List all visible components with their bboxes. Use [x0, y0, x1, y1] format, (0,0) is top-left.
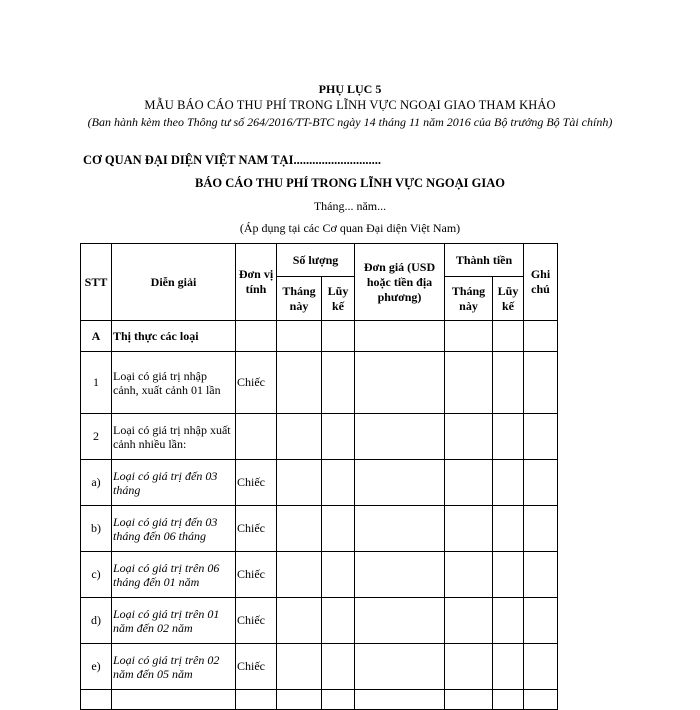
cell-quantity-cumulative	[322, 552, 355, 598]
cell-quantity-month	[277, 506, 322, 552]
cell-note	[524, 506, 558, 552]
appendix-title: PHỤ LỤC 5	[318, 82, 382, 96]
table-row	[81, 352, 558, 414]
header-description: Diễn giải	[112, 244, 236, 321]
agency-line: CƠ QUAN ĐẠI DIỆN VIỆT NAM TẠI............................	[83, 153, 381, 167]
header-amount: Thành tiền	[445, 244, 524, 277]
cell-amount-cumulative	[493, 321, 524, 352]
cell-unit: Chiếc	[236, 598, 277, 644]
cell-description: Loại có giá trị nhập xuất cảnh nhiều lần:	[112, 414, 236, 460]
cell-stt: c)	[81, 552, 112, 598]
cell-amount-month	[445, 352, 493, 414]
cell-quantity-cumulative	[322, 321, 355, 352]
table-row	[81, 598, 558, 644]
fee-report-table	[80, 243, 558, 710]
cell-unit-price	[355, 414, 445, 460]
cell-amount-month	[445, 598, 493, 644]
cell-amount-month	[445, 552, 493, 598]
cell-amount-cumulative	[493, 352, 524, 414]
cell-quantity-month	[277, 552, 322, 598]
header-amount-cumulative: Lũy kế	[493, 277, 524, 321]
table-row	[81, 414, 558, 460]
cell-quantity-month	[277, 644, 322, 690]
header-quantity-month: Tháng này	[277, 277, 322, 321]
header-amount-month: Tháng này	[445, 277, 493, 321]
header-note: Ghi chú	[524, 244, 558, 321]
report-period: Tháng... năm...	[313, 199, 387, 213]
cell-unit	[236, 321, 277, 352]
table-row	[81, 506, 558, 552]
cell-description: Loại có giá trị đến 03 tháng	[112, 460, 236, 506]
cell-description: Thị thực các loại	[112, 321, 236, 352]
cell-description: Loại có giá trị trên 01 năm đến 02 năm	[112, 598, 236, 644]
cell-unit: Chiếc	[236, 352, 277, 414]
header-quantity: Số lượng	[277, 244, 355, 277]
table-body	[81, 321, 558, 710]
cell-amount-month	[445, 644, 493, 690]
cell-description: Loại có giá trị nhập cảnh, xuất cảnh 01 lần	[112, 352, 236, 414]
cell-unit-price	[355, 352, 445, 414]
cell-quantity-cumulative	[322, 460, 355, 506]
cell-quantity-month	[277, 352, 322, 414]
cell-unit	[236, 414, 277, 460]
cell-amount-cumulative	[493, 644, 524, 690]
cell-note	[524, 644, 558, 690]
cell-description: Loại có giá trị trên 02 năm đến 05 năm	[112, 644, 236, 690]
table-row	[81, 321, 558, 352]
cell-unit: Chiếc	[236, 460, 277, 506]
header-unit-price: Đơn giá (USD hoặc tiền địa phương)	[355, 244, 445, 321]
cell-note	[524, 598, 558, 644]
report-title: BÁO CÁO THU PHÍ TRONG LĨNH VỰC NGOẠI GIAO	[195, 176, 505, 190]
cell-quantity-cumulative	[322, 598, 355, 644]
cell-quantity-cumulative	[322, 506, 355, 552]
cell-amount-cumulative	[493, 552, 524, 598]
cell-unit-price	[355, 506, 445, 552]
cell-quantity-cumulative	[322, 414, 355, 460]
cell-amount-month	[445, 414, 493, 460]
cell-unit-price	[355, 321, 445, 352]
cell-stt: b)	[81, 506, 112, 552]
cell-unit-price	[355, 598, 445, 644]
cell-quantity-month	[277, 598, 322, 644]
cell-note	[524, 460, 558, 506]
cell-amount-cumulative	[493, 460, 524, 506]
cell-stt: a)	[81, 460, 112, 506]
cell-unit: Chiếc	[236, 644, 277, 690]
cell-quantity-cumulative	[322, 352, 355, 414]
header-stt: STT	[81, 244, 112, 321]
report-scope: (Áp dụng tại các Cơ quan Đại diện Việt Nam)	[239, 221, 461, 235]
cell-note	[524, 352, 558, 414]
table-row	[81, 552, 558, 598]
cell-description: Loại có giá trị trên 06 tháng đến 01 năm	[112, 552, 236, 598]
table-row	[81, 644, 558, 690]
cell-amount-cumulative	[493, 598, 524, 644]
cell-stt: e)	[81, 644, 112, 690]
cell-note	[524, 321, 558, 352]
cell-unit-price	[355, 552, 445, 598]
cell-quantity-month	[277, 321, 322, 352]
cell-unit-price	[355, 644, 445, 690]
cell-unit-price	[355, 460, 445, 506]
cell-unit: Chiếc	[236, 506, 277, 552]
cell-stt: 2	[81, 414, 112, 460]
cell-unit: Chiếc	[236, 552, 277, 598]
table-row	[81, 460, 558, 506]
header-quantity-cumulative: Lũy kế	[322, 277, 355, 321]
issued-by-note: (Ban hành kèm theo Thông tư số 264/2016/TT-BTC ngày 14 tháng 11 năm 2016 của Bộ trưởng Bộ Tài chính)	[87, 115, 613, 129]
cell-quantity-month	[277, 414, 322, 460]
cell-amount-month	[445, 506, 493, 552]
cell-description: Loại có giá trị đến 03 tháng đến 06 tháng	[112, 506, 236, 552]
cell-note	[524, 414, 558, 460]
cell-stt: d)	[81, 598, 112, 644]
cell-note	[524, 552, 558, 598]
cell-amount-cumulative	[493, 414, 524, 460]
cell-quantity-month	[277, 460, 322, 506]
form-title: MẪU BÁO CÁO THU PHÍ TRONG LĨNH VỰC NGOẠI GIAO THAM KHẢO	[144, 98, 556, 112]
cell-amount-month	[445, 321, 493, 352]
header-unit: Đơn vị tính	[236, 244, 277, 321]
cell-amount-cumulative	[493, 506, 524, 552]
cell-stt: A	[81, 321, 112, 352]
cell-stt: 1	[81, 352, 112, 414]
cell-quantity-cumulative	[322, 644, 355, 690]
cell-amount-month	[445, 460, 493, 506]
